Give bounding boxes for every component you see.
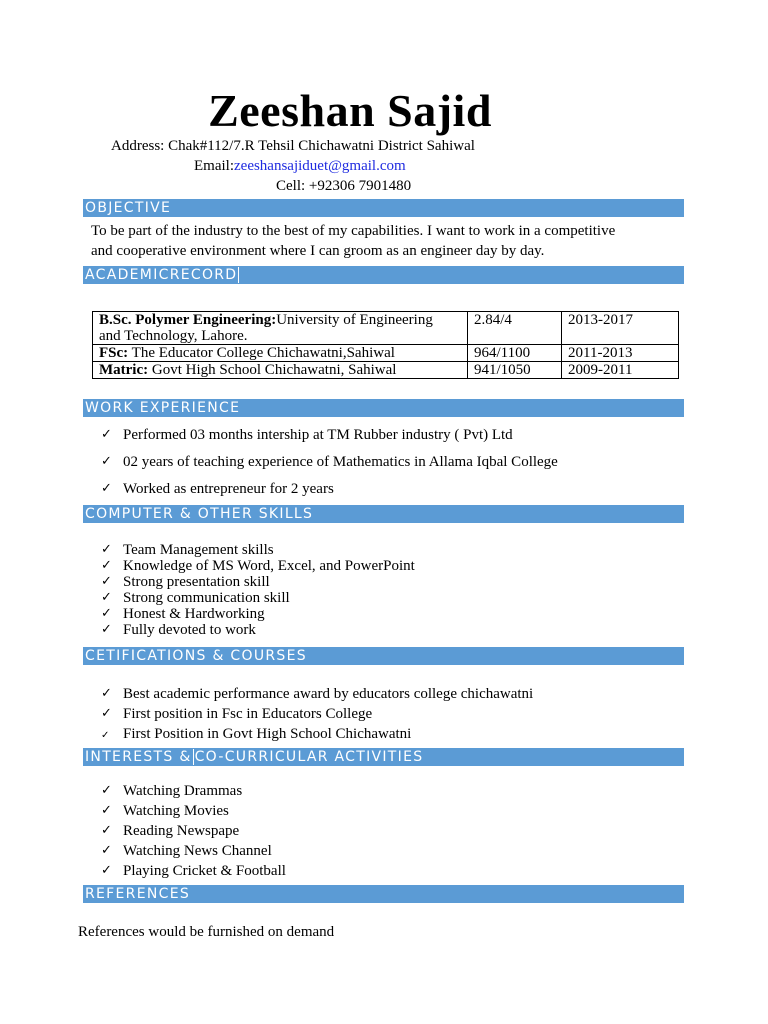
section-heading-work: WORK EXPERIENCE bbox=[83, 399, 684, 417]
degree-label: B.Sc. Polymer Engineering: bbox=[99, 312, 277, 328]
checkmark-icon: ✓ bbox=[101, 427, 112, 442]
checkmark-icon: ✓ bbox=[101, 481, 112, 496]
checkmark-icon: ✓ bbox=[101, 823, 112, 838]
table-row bbox=[93, 345, 679, 362]
checkmark-icon: ✓ bbox=[101, 542, 112, 557]
academic-heading-label: ACADEMICRECORD bbox=[85, 267, 238, 283]
list-item-text: Best academic performance award by educators college chichawatni bbox=[123, 686, 534, 702]
list-item-text: Performed 03 months intership at TM Rubber industry ( Pvt) Ltd bbox=[123, 427, 513, 443]
list-item bbox=[101, 861, 286, 881]
list-item bbox=[101, 479, 558, 499]
list-item-text: Watching Drammas bbox=[123, 783, 243, 799]
list-item-text: First Position in Govt High School Chichawatni bbox=[123, 726, 412, 742]
interests-heading-part1: INTERESTS & bbox=[85, 749, 192, 765]
list-item bbox=[101, 781, 286, 801]
checkmark-icon: ✓ bbox=[101, 706, 112, 721]
list-item bbox=[101, 452, 558, 472]
list-item-text: Watching News Channel bbox=[123, 843, 272, 859]
list-item-text: Honest & Hardworking bbox=[123, 606, 265, 622]
degree-cell bbox=[93, 362, 468, 379]
list-item bbox=[101, 542, 415, 558]
checkmark-icon: ✓ bbox=[101, 843, 112, 858]
objective-line-2: and cooperative environment where I can groom as an engineer day by day. bbox=[91, 243, 545, 259]
list-item-text: Knowledge of MS Word, Excel, and PowerPoint bbox=[123, 558, 415, 574]
checkmark-icon: ✓ bbox=[101, 454, 112, 469]
institute-name-cont: and Technology, Lahore. bbox=[99, 328, 248, 344]
email-link[interactable]: zeeshansajiduet@gmail.com bbox=[234, 158, 406, 174]
heading-divider bbox=[193, 749, 194, 765]
heading-divider bbox=[238, 267, 239, 283]
section-heading-certifications: CETIFICATIONS & COURSES bbox=[83, 647, 684, 665]
checkmark-icon: ✓ bbox=[101, 622, 112, 637]
checkmark-icon: ✓ bbox=[101, 783, 112, 798]
table-row bbox=[93, 312, 679, 345]
checkmark-icon: ✓ bbox=[101, 730, 110, 741]
list-item bbox=[101, 801, 286, 821]
section-heading-skills: COMPUTER & OTHER SKILLS bbox=[83, 505, 684, 523]
degree-cell bbox=[93, 312, 468, 345]
score-cell: 964/1100 bbox=[468, 345, 562, 362]
list-item-text: Worked as entrepreneur for 2 years bbox=[123, 481, 334, 497]
section-heading-academic bbox=[83, 266, 684, 284]
list-item-text: First position in Fsc in Educators College bbox=[123, 706, 373, 722]
list-item-text: Strong communication skill bbox=[123, 590, 290, 606]
academic-table bbox=[92, 311, 679, 379]
years-cell: 2009-2011 bbox=[562, 362, 679, 379]
email-line bbox=[194, 156, 406, 176]
email-label: Email: bbox=[194, 158, 234, 174]
list-item bbox=[101, 590, 415, 606]
list-item-text: Playing Cricket & Football bbox=[123, 863, 286, 879]
list-item-text: 02 years of teaching experience of Mathematics in Allama Iqbal College bbox=[123, 454, 558, 470]
section-heading-references: REFERENCES bbox=[83, 885, 684, 903]
list-item-text: Reading Newspape bbox=[123, 823, 240, 839]
interests-list bbox=[101, 781, 286, 881]
list-item bbox=[101, 574, 415, 590]
list-item bbox=[101, 841, 286, 861]
list-item bbox=[101, 622, 415, 638]
work-list bbox=[101, 425, 558, 499]
score-cell: 2.84/4 bbox=[468, 312, 562, 345]
list-item bbox=[101, 704, 533, 724]
degree-label: FSc: bbox=[99, 345, 129, 361]
years-cell: 2011-2013 bbox=[562, 345, 679, 362]
section-heading-objective: OBJECTIVE bbox=[83, 199, 684, 217]
checkmark-icon: ✓ bbox=[101, 558, 112, 573]
checkmark-icon: ✓ bbox=[101, 574, 112, 589]
list-item-text: Team Management skills bbox=[123, 542, 274, 558]
score-cell: 941/1050 bbox=[468, 362, 562, 379]
certifications-list bbox=[101, 684, 533, 744]
institute-name: University of Engineering bbox=[276, 312, 433, 328]
list-item bbox=[101, 684, 533, 704]
checkmark-icon: ✓ bbox=[101, 863, 112, 878]
address-line: Address: Chak#112/7.R Tehsil Chichawatni District Sahiwal bbox=[111, 138, 475, 154]
skills-list bbox=[101, 542, 415, 638]
list-item-text: Fully devoted to work bbox=[123, 622, 256, 638]
years-cell: 2013-2017 bbox=[562, 312, 679, 345]
objective-line-1: To be part of the industry to the best of my capabilities. I want to work in a competitive bbox=[91, 223, 616, 239]
institute-name: Govt High School Chichawatni, Sahiwal bbox=[148, 362, 397, 378]
institute-name: The Educator College Chichawatni,Sahiwal bbox=[128, 345, 395, 361]
degree-label: Matric: bbox=[99, 362, 149, 378]
checkmark-icon: ✓ bbox=[101, 686, 112, 701]
checkmark-icon: ✓ bbox=[101, 606, 112, 621]
list-item bbox=[101, 606, 415, 622]
resume-name: Zeeshan Sajid bbox=[208, 85, 492, 136]
list-item-text: Watching Movies bbox=[123, 803, 229, 819]
checkmark-icon: ✓ bbox=[101, 803, 112, 818]
table-row bbox=[93, 362, 679, 379]
checkmark-icon: ✓ bbox=[101, 590, 112, 605]
interests-heading-part2: CO-CURRICULAR ACTIVITIES bbox=[194, 749, 424, 765]
list-item bbox=[101, 425, 558, 445]
list-item-text: Strong presentation skill bbox=[123, 574, 270, 590]
cell-line: Cell: +92306 7901480 bbox=[276, 178, 412, 194]
list-item bbox=[101, 821, 286, 841]
section-heading-interests bbox=[83, 748, 684, 766]
degree-cell bbox=[93, 345, 468, 362]
references-text: References would be furnished on demand bbox=[78, 924, 335, 940]
objective-text bbox=[91, 221, 681, 261]
list-item bbox=[101, 558, 415, 574]
list-item bbox=[101, 724, 533, 744]
